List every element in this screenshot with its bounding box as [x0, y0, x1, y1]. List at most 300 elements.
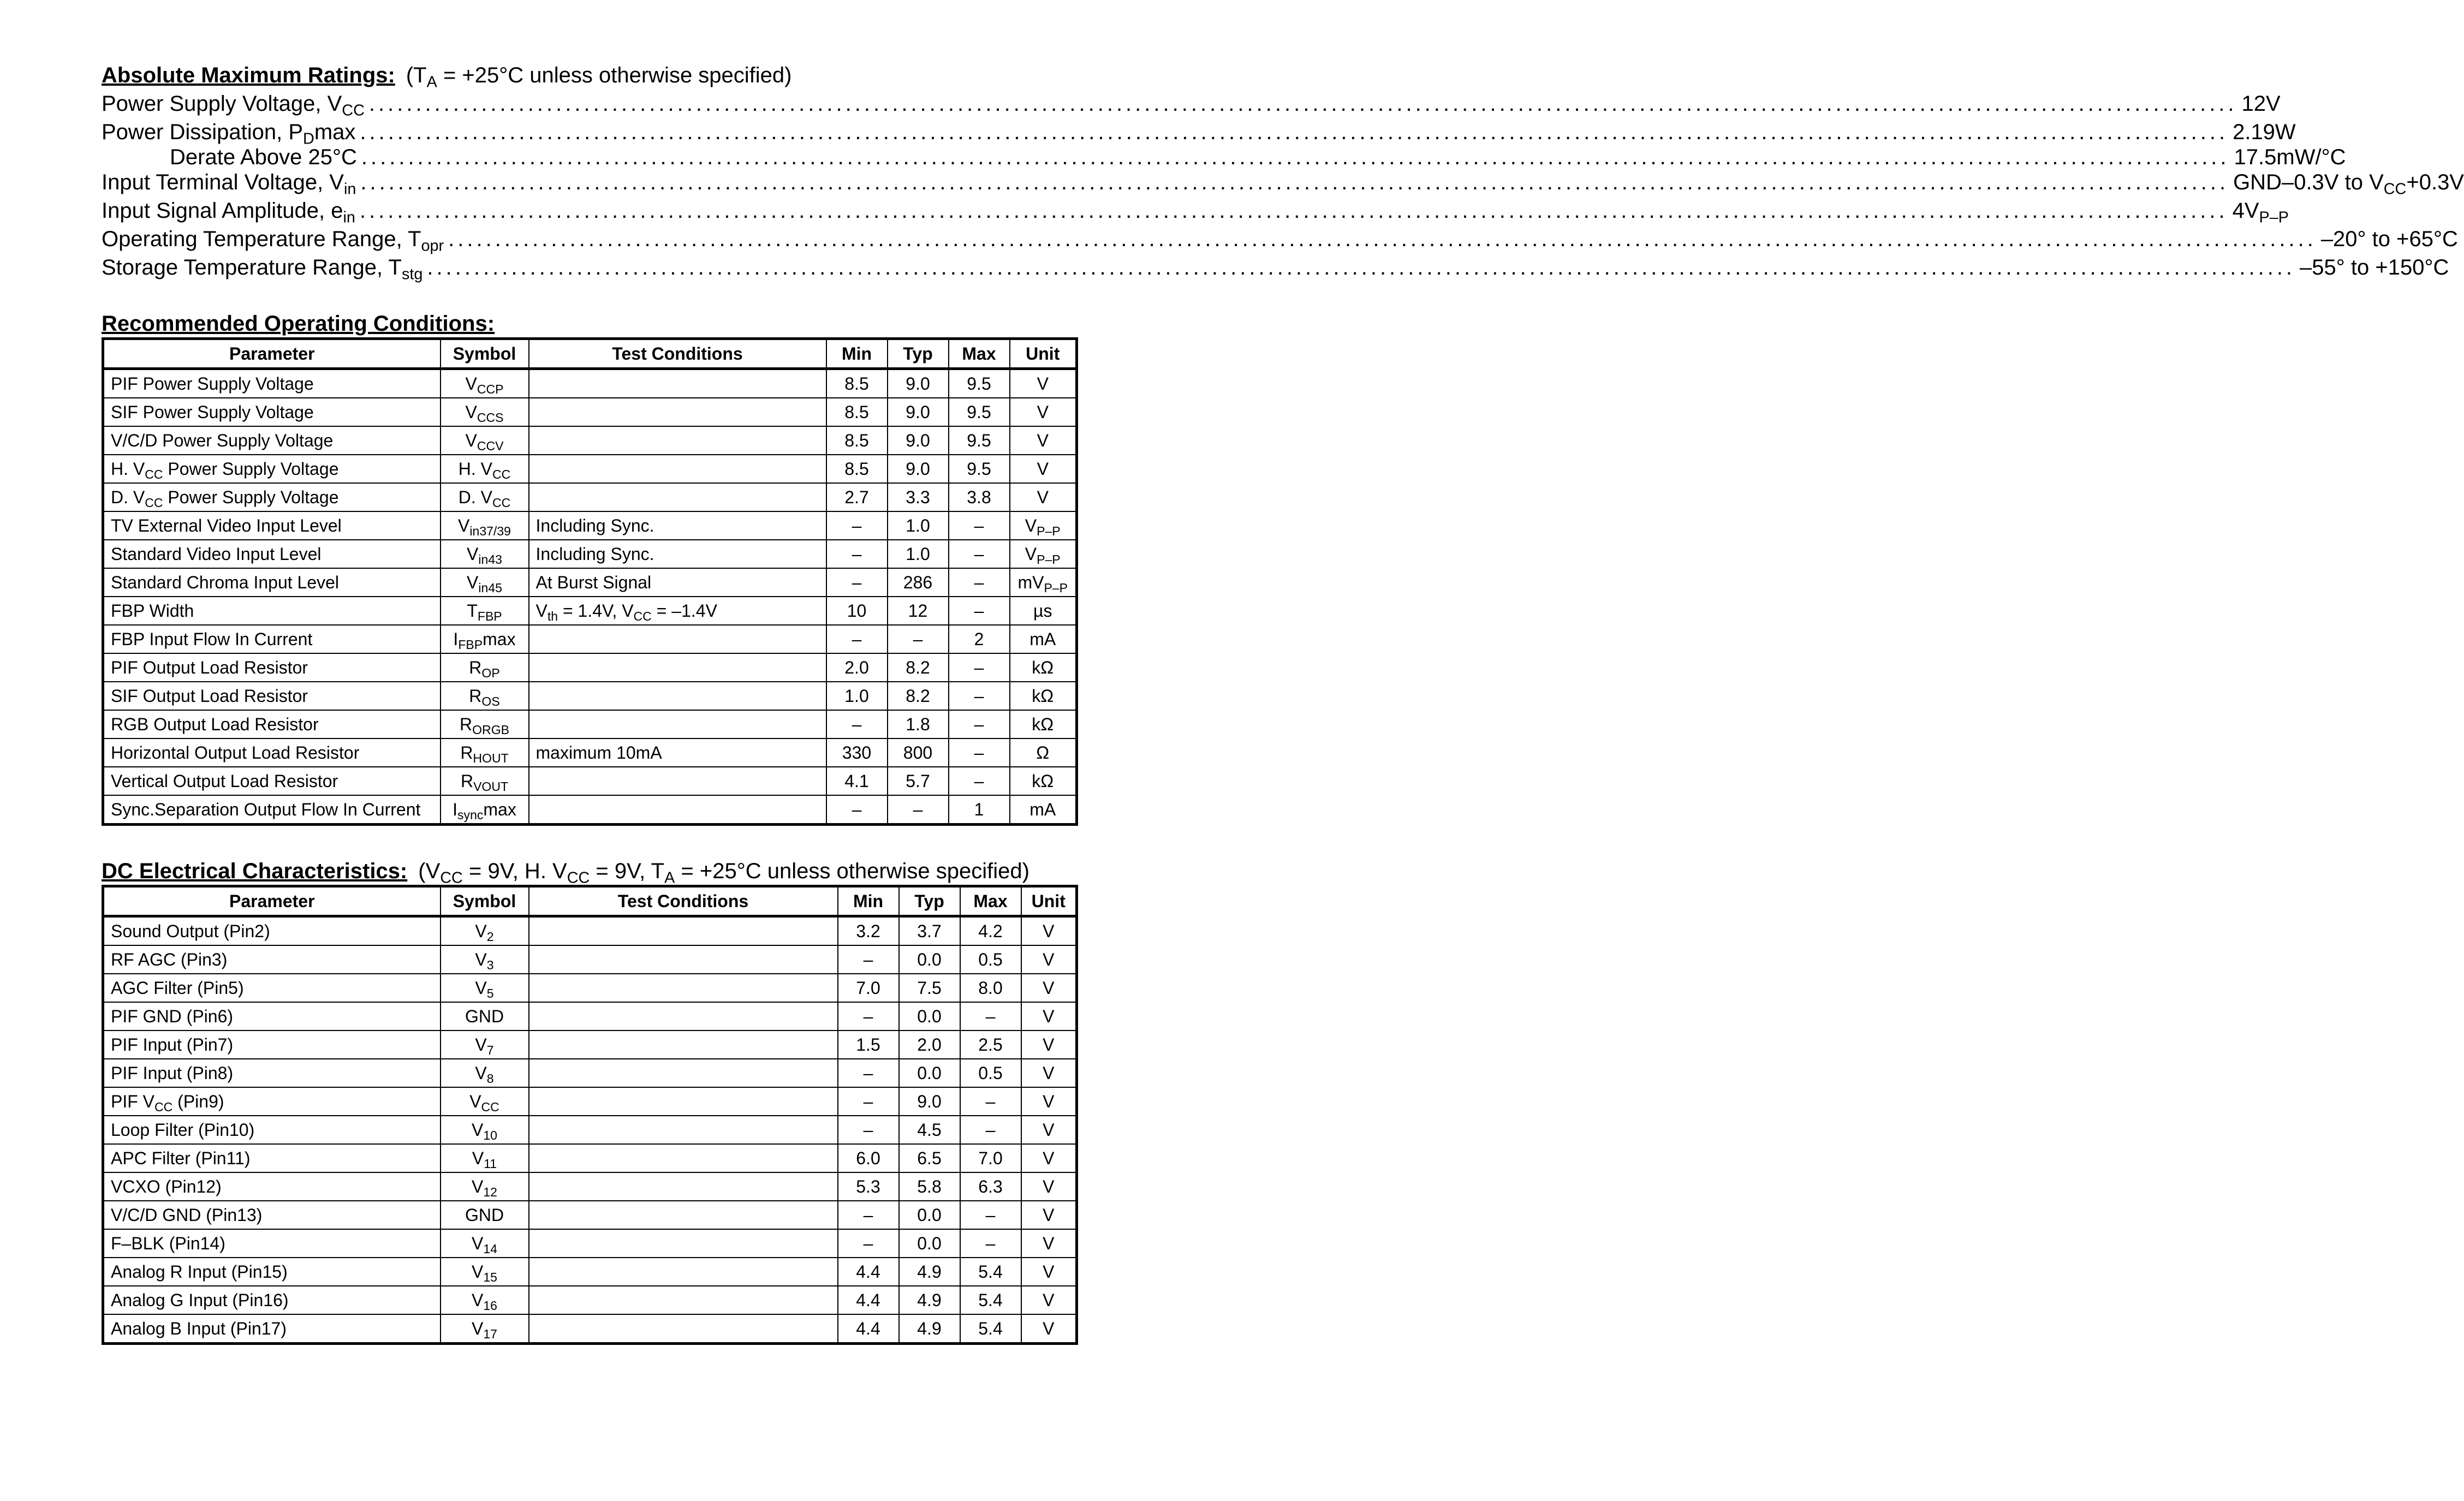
symbol-text: R: [460, 714, 473, 734]
amr-label-sub: CC: [342, 102, 365, 120]
param-cell: V/C/D GND (Pin13): [103, 1201, 441, 1229]
symbol-text: V: [475, 950, 487, 969]
dc-heading: [102, 857, 1075, 885]
column-header-unit: Unit: [1021, 886, 1077, 916]
typ-cell: 800: [888, 738, 949, 767]
max-cell: 9.5: [949, 455, 1010, 483]
unit-text: V: [1037, 402, 1049, 422]
symbol-sub: OS: [481, 694, 500, 708]
cond-text: V: [535, 601, 547, 621]
min-cell: –: [838, 1002, 899, 1031]
symbol-cell: [441, 426, 529, 455]
min-cell: –: [838, 1087, 899, 1116]
param-cell: FBP Width: [103, 597, 441, 625]
table-row: [103, 795, 1077, 825]
symbol-sub: in37/39: [469, 523, 511, 538]
max-cell: 3.8: [949, 483, 1010, 511]
symbol-cell: [441, 710, 529, 738]
unit-text: kΩ: [1032, 686, 1054, 706]
symbol-sub: VOUT: [473, 779, 509, 794]
leader-dots: ........................................................................................................................................................................................................: [360, 120, 2229, 144]
table-row: [103, 398, 1077, 426]
symbol-sub: sync: [457, 807, 484, 822]
amr-label-text: Operating Temperature Range, T: [102, 227, 421, 251]
test-conditions-cell: [529, 1286, 838, 1314]
param-cell: PIF Input (Pin8): [103, 1059, 441, 1087]
table-row: [103, 1031, 1077, 1059]
max-cell: –: [949, 653, 1010, 682]
table-row: [103, 945, 1077, 974]
min-cell: 1.5: [838, 1031, 899, 1059]
symbol-cell: [441, 540, 529, 568]
table-row: [103, 710, 1077, 738]
param-cell: Sound Output (Pin2): [103, 916, 441, 946]
symbol-text: V: [465, 402, 477, 422]
unit-text: µs: [1033, 601, 1052, 621]
symbol-cell: [441, 398, 529, 426]
dc-note: ($V_{CC} = 9V$, H. $V_{CC} = 9V$, $T_A = +25^\circ C$ unless otherwise specified): [418, 859, 1029, 887]
symbol-text: V: [472, 1290, 484, 1310]
unit-cell: V: [1021, 1059, 1077, 1087]
table-row: [103, 682, 1077, 710]
min-cell: –: [826, 625, 888, 653]
table-row: [103, 1314, 1077, 1344]
max-cell: –: [949, 767, 1010, 795]
test-conditions-cell: [529, 426, 826, 455]
test-conditions-cell: [529, 710, 826, 738]
param-cell: Analog B Input (Pin17): [103, 1314, 441, 1344]
amr-value: [2233, 196, 2289, 225]
amr-label: [102, 253, 422, 282]
leader-dots: ........................................................................................................................................................................................................: [359, 199, 2228, 223]
max-cell: –: [949, 540, 1010, 568]
symbol-text: R: [469, 686, 482, 706]
column-header-parameter: Parameter: [103, 886, 441, 916]
dc-header-row: [103, 886, 1077, 916]
test-conditions-cell: [529, 1172, 838, 1201]
unit-text: kΩ: [1032, 771, 1054, 791]
max-cell: 5.4: [960, 1258, 1021, 1286]
min-cell: 2.7: [826, 483, 888, 511]
typ-cell: 3.3: [888, 483, 949, 511]
min-cell: –: [838, 1116, 899, 1144]
table-row: [103, 426, 1077, 455]
unit-cell: V: [1021, 1258, 1077, 1286]
amr-label-post: max: [314, 120, 356, 144]
amr-value-text: GND–0.3V to V: [2233, 170, 2384, 194]
cond-text-mid: = 1.4V, V: [558, 601, 634, 621]
param-cell: Analog G Input (Pin16): [103, 1286, 441, 1314]
symbol-text: GND: [465, 1205, 504, 1225]
table-row: [103, 1002, 1077, 1031]
unit-text: Ω: [1036, 743, 1050, 763]
typ-cell: 2.0: [899, 1031, 960, 1059]
unit-text: mA: [1029, 800, 1056, 819]
unit-text: kΩ: [1032, 658, 1054, 677]
test-conditions-cell: [529, 1258, 838, 1286]
test-conditions-cell: [529, 1031, 838, 1059]
unit-cell: [1010, 682, 1077, 710]
typ-cell: 4.5: [899, 1116, 960, 1144]
typ-cell: –: [888, 795, 949, 825]
table-row: [103, 369, 1077, 398]
test-conditions-cell: [529, 1002, 838, 1031]
amr-title: Absolute Maximum Ratings:: [102, 63, 395, 87]
symbol-text: V: [475, 921, 487, 941]
symbol-sub: CCP: [477, 382, 504, 396]
amr-value: [2233, 118, 2296, 146]
symbol-text: V: [467, 544, 479, 564]
test-conditions-cell: [529, 597, 826, 625]
symbol-cell: [441, 1314, 529, 1344]
amr-label-text: Power Supply Voltage, V: [102, 92, 342, 116]
amr-row: [102, 90, 2281, 120]
test-conditions-cell: [529, 1314, 838, 1344]
max-cell: 2.5: [960, 1031, 1021, 1059]
symbol-cell: [441, 1087, 529, 1116]
symbol-cell: [441, 1286, 529, 1314]
amr-label: [102, 118, 355, 146]
amr-value: [2233, 168, 2464, 196]
min-cell: 1.0: [826, 682, 888, 710]
symbol-cell: [441, 369, 529, 398]
test-conditions-cell: [529, 974, 838, 1002]
symbol-sub: CCS: [477, 410, 504, 425]
amr-value-text: 2.19W: [2233, 120, 2296, 144]
column-header-symbol: Symbol: [441, 339, 529, 369]
min-cell: 7.0: [838, 974, 899, 1002]
test-conditions-cell: maximum 10mA: [529, 738, 826, 767]
max-cell: 2: [949, 625, 1010, 653]
typ-cell: 0.0: [899, 1229, 960, 1258]
symbol-sub: FBP: [458, 637, 483, 652]
typ-cell: 0.0: [899, 1201, 960, 1229]
unit-cell: [1010, 795, 1077, 825]
amr-label-sub: opr: [421, 237, 444, 255]
test-conditions-cell: Including Sync.: [529, 540, 826, 568]
leader-dots: ........................................................................................................................................................................................................: [368, 92, 2237, 116]
param-cell: Analog R Input (Pin15): [103, 1258, 441, 1286]
min-cell: 8.5: [826, 398, 888, 426]
amr-row: [102, 168, 2464, 198]
table-row: [103, 597, 1077, 625]
min-cell: –: [838, 1201, 899, 1229]
unit-cell: V: [1021, 1031, 1077, 1059]
param-cell: Horizontal Output Load Resistor: [103, 738, 441, 767]
max-cell: 9.5: [949, 398, 1010, 426]
leader-dots: ........................................................................................................................................................................................................: [448, 227, 2317, 251]
test-conditions-cell: [529, 1201, 838, 1229]
max-cell: 7.0: [960, 1144, 1021, 1172]
test-conditions-cell: [529, 767, 826, 795]
typ-cell: 5.7: [888, 767, 949, 795]
column-header-parameter: Parameter: [103, 339, 441, 369]
unit-text: kΩ: [1032, 714, 1054, 734]
param-sub: CC: [145, 495, 163, 510]
symbol-post: max: [483, 629, 516, 649]
datasheet-page: [102, 61, 2464, 1345]
table-row: [103, 1144, 1077, 1172]
symbol-sub: 12: [483, 1184, 497, 1199]
symbol-cell: [441, 568, 529, 597]
amr-row: [102, 118, 2296, 148]
param-cell: RGB Output Load Resistor: [103, 710, 441, 738]
max-cell: 4.2: [960, 916, 1021, 946]
symbol-sub: 10: [483, 1128, 497, 1142]
dc-section: [102, 857, 1075, 1345]
unit-cell: [1010, 455, 1077, 483]
test-conditions-cell: [529, 398, 826, 426]
column-header-typ: Typ: [899, 886, 960, 916]
amr-value-sub: P–P: [2259, 209, 2289, 227]
min-cell: 2.0: [826, 653, 888, 682]
symbol-text: I: [453, 800, 458, 819]
min-cell: 330: [826, 738, 888, 767]
symbol-sub: CC: [492, 467, 511, 481]
symbol-cell: [441, 916, 529, 946]
typ-cell: 0.0: [899, 1002, 960, 1031]
min-cell: 8.5: [826, 455, 888, 483]
symbol-sub: 3: [486, 957, 494, 972]
table-row: [103, 974, 1077, 1002]
unit-cell: V: [1021, 1201, 1077, 1229]
amr-label-sub: D: [303, 130, 314, 148]
symbol-text: H. V: [458, 459, 492, 479]
symbol-text: R: [460, 771, 474, 791]
amr-value-post: +0.3V: [2406, 170, 2464, 194]
param-cell: PIF Power Supply Voltage: [103, 369, 441, 398]
param-cell: PIF Output Load Resistor: [103, 653, 441, 682]
amr-value-text: 4V: [2232, 199, 2259, 223]
symbol-sub: 11: [484, 1156, 497, 1171]
symbol-cell: [441, 682, 529, 710]
max-cell: 5.4: [960, 1314, 1021, 1344]
symbol-cell: [441, 738, 529, 767]
amr-label: [170, 146, 357, 168]
unit-text: V: [1037, 487, 1049, 507]
symbol-sub: 2: [486, 929, 494, 944]
symbol-sub: 5: [486, 986, 494, 1000]
min-cell: –: [826, 540, 888, 568]
symbol-cell: [441, 974, 529, 1002]
symbol-cell: [441, 653, 529, 682]
amr-value: [2234, 146, 2346, 168]
symbol-cell: [441, 945, 529, 974]
unit-cell: [1010, 568, 1077, 597]
amr-value-text: 17.5mW/°C: [2234, 145, 2346, 169]
min-cell: –: [826, 710, 888, 738]
leader-dots: ........................................................................................................................................................................................................: [361, 145, 2230, 169]
column-header-min: Min: [826, 339, 888, 369]
symbol-post: max: [483, 800, 516, 819]
max-cell: –: [960, 1087, 1021, 1116]
symbol-text: GND: [465, 1006, 504, 1026]
test-conditions-cell: [529, 653, 826, 682]
symbol-sub: 16: [483, 1298, 497, 1313]
unit-cell: [1010, 597, 1077, 625]
min-cell: 5.3: [838, 1172, 899, 1201]
unit-cell: [1010, 653, 1077, 682]
amr-value: [2242, 90, 2281, 118]
symbol-text: V: [472, 1148, 484, 1168]
unit-cell: [1010, 738, 1077, 767]
column-header-max: Max: [949, 339, 1010, 369]
dc-title: DC Electrical Characteristics:: [102, 859, 408, 883]
max-cell: 1: [949, 795, 1010, 825]
max-cell: –: [949, 597, 1010, 625]
param-cell: [103, 455, 441, 483]
cond-text-post: = –1.4V: [651, 601, 717, 621]
table-row: [103, 1172, 1077, 1201]
max-cell: –: [949, 738, 1010, 767]
min-cell: –: [838, 1059, 899, 1087]
param-cell: AGC Filter (Pin5): [103, 974, 441, 1002]
table-row: [103, 653, 1077, 682]
roc-heading: [102, 310, 1075, 337]
table-row: [103, 1286, 1077, 1314]
unit-text: V: [1037, 431, 1049, 450]
param-cell: Sync.Separation Output Flow In Current: [103, 795, 441, 825]
unit-cell: [1010, 483, 1077, 511]
amr-label-sub: in: [343, 209, 355, 227]
test-conditions-cell: Including Sync.: [529, 511, 826, 540]
symbol-cell: [441, 511, 529, 540]
symbol-text: V: [469, 1092, 481, 1111]
symbol-text: V: [472, 1234, 484, 1253]
param-cell: Standard Chroma Input Level: [103, 568, 441, 597]
amr-heading: [102, 61, 1075, 90]
symbol-sub: 8: [486, 1071, 494, 1086]
test-conditions-cell: [529, 483, 826, 511]
amr-label-text: Input Signal Amplitude, e: [102, 199, 343, 223]
unit-cell: V: [1021, 1286, 1077, 1314]
column-header-test-conditions: Test Conditions: [529, 886, 838, 916]
table-row: [103, 625, 1077, 653]
test-conditions-cell: [529, 1229, 838, 1258]
amr-note: ($T_A = +25^\circ C$ unless otherwise specified): [406, 63, 792, 91]
symbol-sub: HOUT: [473, 751, 509, 765]
table-row: [103, 483, 1077, 511]
amr-label: [102, 196, 355, 225]
max-cell: –: [960, 1002, 1021, 1031]
typ-cell: 5.8: [899, 1172, 960, 1201]
amr-row: [102, 145, 2346, 169]
test-conditions-cell: [529, 682, 826, 710]
unit-cell: V: [1021, 974, 1077, 1002]
amr-value: [2300, 253, 2449, 282]
amr-label-text: Storage Temperature Range, T: [102, 255, 402, 279]
symbol-cell: [441, 1031, 529, 1059]
unit-text: V: [1037, 459, 1049, 479]
amr-label: [102, 90, 365, 118]
symbol-cell: [441, 455, 529, 483]
table-row: [103, 767, 1077, 795]
test-conditions-cell: At Burst Signal: [529, 568, 826, 597]
symbol-text: T: [467, 601, 478, 621]
param-cell: VCXO (Pin12): [103, 1172, 441, 1201]
max-cell: 0.5: [960, 1059, 1021, 1087]
param-cell: PIF Input (Pin7): [103, 1031, 441, 1059]
min-cell: 10: [826, 597, 888, 625]
roc-header-row: [103, 339, 1077, 369]
symbol-sub: 7: [486, 1043, 494, 1057]
typ-cell: 3.7: [899, 916, 960, 946]
max-cell: 8.0: [960, 974, 1021, 1002]
symbol-cell: [441, 795, 529, 825]
typ-cell: 1.0: [888, 540, 949, 568]
table-row: [103, 1201, 1077, 1229]
min-cell: –: [826, 511, 888, 540]
amr-label-sub: in: [343, 180, 356, 198]
typ-cell: 9.0: [899, 1087, 960, 1116]
symbol-text: V: [472, 1177, 484, 1196]
max-cell: 9.5: [949, 426, 1010, 455]
typ-cell: 9.0: [888, 426, 949, 455]
test-conditions-cell: [529, 1059, 838, 1087]
unit-cell: [1010, 540, 1077, 568]
min-cell: –: [826, 795, 888, 825]
param-cell: RF AGC (Pin3): [103, 945, 441, 974]
table-row: [103, 568, 1077, 597]
column-header-min: Min: [838, 886, 899, 916]
typ-cell: 286: [888, 568, 949, 597]
amr-label: [102, 168, 356, 196]
symbol-text: R: [460, 743, 473, 763]
param-cell: PIF GND (Pin6): [103, 1002, 441, 1031]
min-cell: 4.4: [838, 1286, 899, 1314]
unit-cell: [1010, 426, 1077, 455]
max-cell: –: [949, 710, 1010, 738]
cond-sub: CC: [633, 609, 652, 623]
symbol-text: V: [472, 1120, 484, 1140]
param-text: H. V: [111, 459, 145, 479]
max-cell: –: [949, 568, 1010, 597]
typ-cell: 7.5: [899, 974, 960, 1002]
symbol-sub: 17: [483, 1326, 497, 1341]
symbol-text: V: [475, 1035, 487, 1055]
unit-cell: V: [1021, 916, 1077, 946]
typ-cell: 0.0: [899, 1059, 960, 1087]
table-row: [103, 540, 1077, 568]
symbol-sub: CC: [481, 1099, 499, 1114]
typ-cell: 12: [888, 597, 949, 625]
leader-dots: ........................................................................................................................................................................................................: [360, 170, 2229, 194]
column-header-typ: Typ: [888, 339, 949, 369]
table-row: [103, 1229, 1077, 1258]
min-cell: 4.4: [838, 1258, 899, 1286]
symbol-sub: 15: [483, 1270, 497, 1284]
symbol-sub: OP: [481, 665, 500, 680]
table-row: [103, 916, 1077, 946]
min-cell: 8.5: [826, 369, 888, 398]
column-header-symbol: Symbol: [441, 886, 529, 916]
max-cell: –: [960, 1229, 1021, 1258]
symbol-cell: [441, 767, 529, 795]
symbol-text: I: [453, 629, 459, 649]
unit-text: V: [1037, 374, 1049, 394]
amr-row: [102, 225, 2458, 255]
symbol-sub: in45: [478, 580, 502, 595]
amr-value-text: –55° to +150°C: [2300, 255, 2449, 279]
symbol-text: V: [467, 573, 479, 592]
symbol-text: V: [472, 1262, 484, 1282]
param-cell: [103, 1087, 441, 1116]
roc-table: [102, 337, 1078, 826]
test-conditions-cell: [529, 916, 838, 946]
unit-text: V: [1025, 516, 1037, 535]
typ-cell: 9.0: [888, 369, 949, 398]
cond-sub: th: [547, 609, 558, 623]
